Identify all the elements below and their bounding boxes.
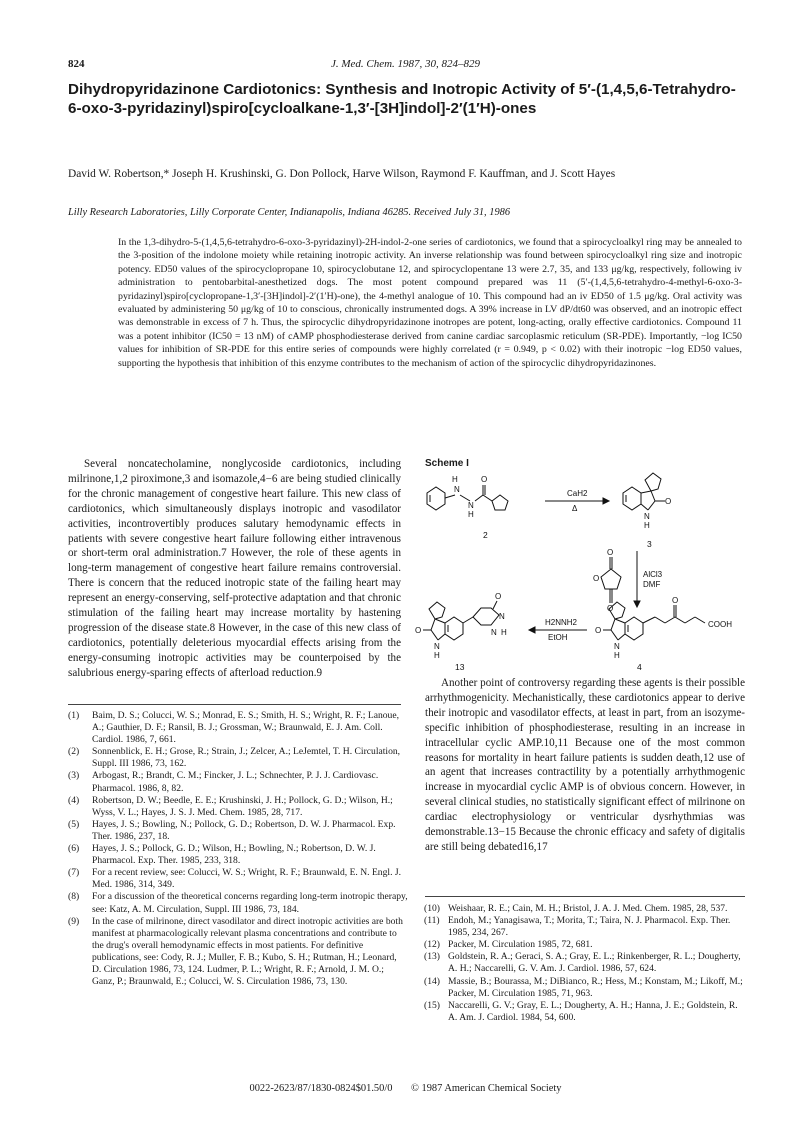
reference-item [68,795,408,819]
reference-item [68,819,408,843]
reference-item [424,1000,746,1024]
compound-2-structure [427,475,508,519]
footer-code: 0022-2623/87/1830-0824$01.50/0 [249,1083,393,1094]
compound-4-structure [595,596,732,660]
reference-text: In the case of milrinone, direct vasodilator and direct inotropic activities are both manifest at pharmacologically relevant plasma concentrations and contribute to the drug's overall hemodynamic effects in most patients. For definitive publications, see: Cody, R. J.; Muller, F. B.; Kubo, S. H.; Rutman, H.; Leonard, D. Circulation 1986, 73, 124. Ludmer, P. L.; Wright, R. F.; Arnold, J. M. O.; Ganz, P.; Braunwald, E.; Colucci, W. S. Circulation 1986, 73, 130. [92,915,403,988]
atom-label-n7: N [614,642,620,651]
references-divider-left [68,704,401,705]
reference-item [424,976,746,1000]
atom-label-o7: O [495,592,502,601]
reference-text: Goldstein, R. A.; Geraci, S. A.; Gray, E. L.; Rinkenberger, R. L.; Dougherty, A. H.; Naccarelli, G. V. Am. J. Cardiol. 1986, 57, 624. [448,951,741,975]
atom-label-o4: O [593,574,600,583]
reference-number: (13) [424,951,440,963]
reference-item [424,939,746,951]
scheme-label: Scheme I [425,458,469,469]
footer-copyright: © 1987 American Chemical Society [411,1083,562,1094]
reference-number: (10) [424,903,440,914]
atom-label-n1: N [454,485,460,494]
succinic-anhydride-structure [593,548,621,613]
atom-label-n6: N [491,628,497,637]
reference-number: (7) [68,867,80,879]
article-title: Dihydropyridazinone Cardiotonics: Synthesis and Inotropic Activity of 5′-(1,4,5,6-Tetrahydro-6-oxo-3-pyridazinyl)spiro[cycloalkane-1,3′-[3H]indol]-2′(1′H)-ones [68,81,736,117]
atom-label-h4: H [434,651,440,660]
reference-number: (5) [68,818,80,830]
reference-text: Naccarelli, G. V.; Gray, E. L.; Dougherty, A. H.; Hanna, J. E.; Goldstein, R. A. Am. J. Cardiol. 1984, 54, 600. [448,999,738,1023]
reference-number: (6) [68,843,80,855]
atom-label-h1: H [452,475,458,484]
reference-number: (15) [424,999,440,1011]
cooh-group: COOH [708,620,732,629]
compound-number-4: 4 [637,662,642,672]
atom-label-n4: N [434,642,440,651]
reference-item [68,770,408,794]
reference-number: (12) [424,939,440,951]
atom-label-o5: O [607,604,614,613]
reference-text: Robertson, D. W.; Beedle, E. E.; Krushinski, J. H.; Pollock, G. D.; Wilson, H.; Wyss, V. L.; Hayes, J. S. J. Med. Chem. 1985, 28, 717. [92,794,393,818]
reference-text: Endoh, M.; Yanagisawa, T.; Morita, T.; Taira, N. J. Pharmacol. Exp. Ther. 1985, 234, 267. [448,915,731,939]
compound-3-structure [623,473,671,530]
reference-number: (8) [68,891,80,903]
atom-label-n3: N [644,512,650,521]
reference-text: Hayes, J. S.; Pollock, G. D.; Wilson, H.; Bowling, N.; Robertson, D. W. J. Pharmacol. Exp. Ther. 1985, 233, 318. [92,843,376,867]
reagent-hydrazine: H2NNH2 [545,618,578,627]
reagent-dmf: DMF [643,580,661,589]
page-number: 824 [68,58,85,70]
atom-label-o2: O [665,497,672,506]
compound-number-13: 13 [455,662,465,672]
reagent-etoh: EtOH [548,633,568,642]
reference-text: Weishaar, R. E.; Cain, M. H.; Bristol, J. A. J. Med. Chem. 1985, 28, 537. [448,903,728,914]
atom-label-o9: O [672,596,679,605]
reference-item [68,916,408,989]
journal-citation: J. Med. Chem. 1987, 30, 824–829 [330,58,481,70]
author-list: David W. Robertson,* Joseph H. Krushinski, G. Don Pollock, Harve Wilson, Raymond F. Kauffman, and J. Scott Hayes [68,168,616,180]
atom-label-n2: N [468,501,474,510]
reference-number: (14) [424,975,440,987]
reference-text: Massie, B.; Bourassa, M.; DiBianco, R.; Hess, M.; Konstam, M.; Likoff, M.; Packer, M. Circulation 1985, 71, 963. [448,975,743,999]
reference-number: (2) [68,746,80,758]
compound-13-structure [415,592,507,660]
reagent-delta: Δ [572,504,578,513]
reference-number: (9) [68,915,80,927]
compound-number-2: 2 [483,530,488,540]
reference-number: (11) [424,915,440,927]
reference-text: Baim, D. S.; Colucci, W. S.; Monrad, E. S.; Smith, H. S.; Wright, R. F.; Lanoue, A.; Gauthier, D. F.; Ransil, B. J.; Grossman, W.; Braunwald, E. J. Am. Coll. Cardiol. 1986, 7, 661. [92,710,400,746]
reference-item [68,843,408,867]
atom-label-n5: N [499,612,505,621]
references-divider-right [425,896,745,897]
reference-list-right [424,903,746,1024]
compound-number-3: 3 [647,539,652,549]
reference-item [68,891,408,915]
atom-label-o6: O [415,626,422,635]
reagent-cah2: CaH2 [567,489,588,498]
reference-text: Sonnenblick, E. H.; Grose, R.; Strain, J.; Zelcer, A.; LeJemtel, T. H. Circulation, Suppl. III 1986, 73, 162. [92,746,401,770]
reference-item [68,746,408,770]
atom-label-h3: H [644,521,650,530]
reference-text: For a discussion of the theoretical concerns regarding long-term inotropic therapy, see: Katz, A. M. Circulation, Suppl. III 1986, 73, 184. [92,891,408,915]
atom-label-h5: H [501,628,507,637]
atom-label-h6: H [614,651,620,660]
page-footer [0,1083,811,1094]
abstract: In the 1,3-dihydro-5-(1,4,5,6-tetrahydro-6-oxo-3-pyridazinyl)-2H-indol-2-one series of cardiotonics, we found that a spirocycloalkyl ring may be annealed to the 3-position of the indolone moiety while retaining inotropic activity. An inverse relationship was found between spirocycloalkyl ring size and inotropic potency. ED50 values of the spirocyclopropane 10, spirocyclobutane 12, and spirocyclopentane 13 were 2.7, 35, and 133 μg/kg, respectively, following iv administration to pentobarbital-anesthetized dogs. The most potent compound prepared was 11 (5′-(1,4,5,6-tetrahydro-4-methyl-6-oxo-3-pyridazinyl)spiro[cyclopropane-1,3′-[3H]indol]-2′(1′H)-one), the 4-methyl analogue of 10. This compound had an iv ED50 of 1.5 μg/kg. Oral activity was evaluated by administering 50 μg/kg of 10 to conscious, chronically instrumented dogs. A 39% increase in LV dP/dt60 was observed, and an inotropic effect was demonstrable in excess of 7 h. Thus, the spirocyclic dihydropyridazinone inotropes are potent, long-acting, orally effective cardiotonics. Compound 11 was a potent inhibitor (IC50 = 13 nM) of cAMP phosphodiesterase derived from canine cardiac sarcoplasmic reticulum (SR-PDE). Importantly, −log IC50 values for inhibition of SR-PDE for this entire series of compounds were highly correlated (r = 0.949, p < 0.02) with their inotropic −log ED50 values, supporting the hypothesis that inhibition of this enzyme contributes to the mechanism of action of the spirocyclic dihydropyridazinones. [118,237,742,369]
reagent-alcl3: AlCl3 [643,570,663,579]
reference-number: (3) [68,770,80,782]
reference-text: For a recent review, see: Colucci, W. S.; Wright, R. F.; Braunwald, E. N. Engl. J. Med. 1986, 314, 349. [92,867,401,891]
reference-number: (4) [68,794,80,806]
atom-label-o8: O [595,626,602,635]
reference-text: Packer, M. Circulation 1985, 72, 681. [448,939,593,951]
reference-text: Arbogast, R.; Brandt, C. M.; Fincker, J. L.; Schnechter, P. J. J. Cardiovasc. Pharmacol. 1986, 8, 82. [92,770,379,794]
reference-item [424,951,746,975]
reference-item [68,867,408,891]
atom-label-o1: O [481,475,488,484]
intro-paragraph-left: Several noncatecholamine, nonglycoside cardiotonics, including milrinone,1,2 piroximone,3 and isomazole,4−6 are being studied clinically for the chronic management of congestive heart failure. This new class of cardiotonics, which simultaneously displays inotropic and vasodilator activities, incontrovertibly produces salutary hemodynamic effects in patients with severe congestive heart failure following either intravenous or short-term oral administration.7 However, the role of these agents in long-term management of congestive heart failure remains controversial. There is concern that the reduced inotropic state of the failing heart may represent an energy-conserving, self-protective adaptation and that chronic stimulation of the failing heart may increase mortality by hastening progression of the disease state.8 However, in the case of this new class of cardiotonics, potentially deleterious myocardial effects arising from the energy-consuming inotropic activities may be counterpoised by the salubrious energy-sparing effects of afterload reduction.9 [68,458,401,679]
intro-paragraph-right: Another point of controversy regarding these agents is their possible arrhythmogenicity. Mechanistically, these cardiotonics appear to derive their inotropic and vasodilator effects, at least in part, from an isozyme-specific inhibition of phosphodiesterase, resulting in an increase in intracellular cyclic AMP.10,11 Because one of the most common reasons for mortality in heart failure patients is sudden death,12 use of an agent that increases contractility by a potentially arrhythmogenic increase in myocardial cyclic AMP is of obvious concern. However, in several clinical studies, no statistically significant effect of milrinone on cardiac electrophysiology or ventricular dysrhythmias was demonstrable.13−15 Because the chronic efficacy and safety of digitalis are still being debated16,17 [425,677,745,853]
reference-number: (1) [68,710,80,721]
reaction-scheme [415,465,760,675]
affiliation: Lilly Research Laboratories, Lilly Corporate Center, Indianapolis, Indiana 46285. Received July 31, 1986 [68,207,511,218]
reference-list-left [68,710,408,988]
reference-item [424,903,746,915]
reference-item [424,915,746,939]
reference-text: Hayes, J. S.; Bowling, N.; Pollock, G. D.; Robertson, D. W. J. Pharmacol. Exp. Ther. 1986, 237, 18. [92,818,396,842]
atom-label-h2: H [468,510,474,519]
atom-label-o3: O [607,548,614,557]
reference-item [68,710,408,746]
